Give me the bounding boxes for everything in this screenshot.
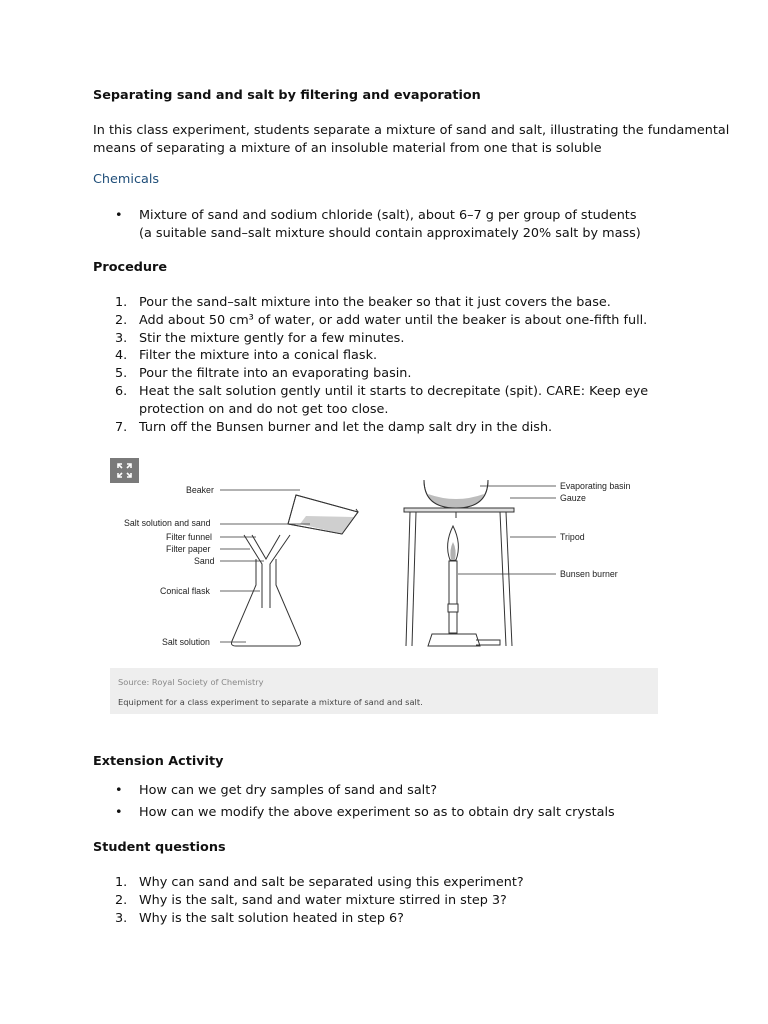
figure-caption-box [110,668,658,714]
procedure-step-2: Add about 50 cm³ of water, or add water until the beaker is about one-fifth full. [139,312,648,328]
list-item: 1. Why can sand and salt be separated using this experiment? [115,875,524,890]
list-item [93,782,693,800]
student-questions-heading: Student questions [93,840,226,855]
chemical-line-2: (a suitable sand–salt mixture should contain approximately 20% salt by mass) [139,226,641,241]
student-questions-list [93,874,693,927]
label-conical-flask: Conical flask [160,586,210,596]
document-title: Separating sand and salt by filtering and evaporation [93,88,481,103]
tripod [404,508,514,646]
label-gauze: Gauze [560,493,586,503]
label-sand: Sand [194,556,215,566]
extension-heading: Extension Activity [93,754,224,769]
list-item: 5. Pour the filtrate into an evaporating basin. [115,366,412,382]
procedure-step-6: Heat the salt solution gently until it starts to decrepitate (spit). CARE: Keep eye protection on and do not get too close. [139,383,649,417]
bullet-icon: • [115,804,123,820]
procedure-step-7: Turn off the Bunsen burner and let the damp salt dry in the dish. [139,419,553,435]
apparatus-diagram [110,458,658,668]
bunsen-burner [428,526,500,646]
extension-item-2: How can we modify the above experiment so as to obtain dry salt crystals [139,804,615,820]
label-beaker: Beaker [186,485,214,495]
list-item [93,207,693,243]
label-filter-paper: Filter paper [166,544,211,554]
list-item: 6. Heat the salt solution gently until it starts to decrepitate (spit). CARE: Keep eye protection on and do not get too close. [115,383,649,417]
question-2: Why is the salt, sand and water mixture stirred in step 3? [139,892,507,908]
conical-flask [232,559,301,646]
evaporating-basin [424,480,488,508]
list-item: 4. Filter the mixture into a conical flask. [115,348,378,364]
intro-paragraph: In this class experiment, students separate a mixture of sand and salt, illustrating the fundamental means of separating a mixture of an insoluble material from one that is soluble [93,123,730,156]
extension-item-1: How can we get dry samples of sand and salt? [139,783,438,798]
label-filter-funnel: Filter funnel [166,532,212,542]
extension-list [93,782,693,825]
list-item: 3. Why is the salt solution heated in step 6? [115,910,404,926]
bullet-icon: • [115,208,123,223]
label-salt-solution-and-sand: Salt solution and sand [124,518,211,528]
list-item: 1. Pour the sand–salt mixture into the beaker so that it just covers the base. [115,295,611,310]
chemical-line-1: Mixture of sand and sodium chloride (salt), about 6–7 g per group of students [139,208,637,223]
figure-caption: Equipment for a class experiment to separate a mixture of sand and salt. [118,697,423,707]
expand-icon [116,462,133,479]
figure-source: Source: Royal Society of Chemistry [118,677,264,687]
label-salt-solution: Salt solution [162,637,210,647]
list-item: 7. Turn off the Bunsen burner and let the damp salt dry in the dish. [115,419,553,435]
list-item: 2. Why is the salt, sand and water mixture stirred in step 3? [115,892,507,908]
question-1: Why can sand and salt be separated using this experiment? [139,875,524,890]
list-item [93,804,693,822]
procedure-step-5: Pour the filtrate into an evaporating basin. [139,366,412,382]
procedure-heading: Procedure [93,260,168,275]
list-item: 3. Stir the mixture gently for a few minutes. [115,330,405,346]
procedure-step-4: Filter the mixture into a conical flask. [139,348,378,364]
label-evaporating-basin: Evaporating basin [560,481,631,491]
bullet-icon: • [115,783,123,798]
procedure-step-3: Stir the mixture gently for a few minutes. [139,330,405,346]
procedure-list [93,294,693,436]
expand-image-button[interactable] [110,458,139,483]
chemicals-list [93,207,693,243]
chemicals-heading: Chemicals [93,172,160,187]
procedure-step-1: Pour the sand–salt mixture into the beaker so that it just covers the base. [139,295,611,310]
list-item: 2. Add about 50 cm³ of water, or add water until the beaker is about one-fifth full. [115,312,648,328]
label-bunsen-burner: Bunsen burner [560,569,618,579]
beaker [288,495,358,534]
label-tripod: Tripod [560,532,585,542]
question-3: Why is the salt solution heated in step 6? [139,910,404,926]
